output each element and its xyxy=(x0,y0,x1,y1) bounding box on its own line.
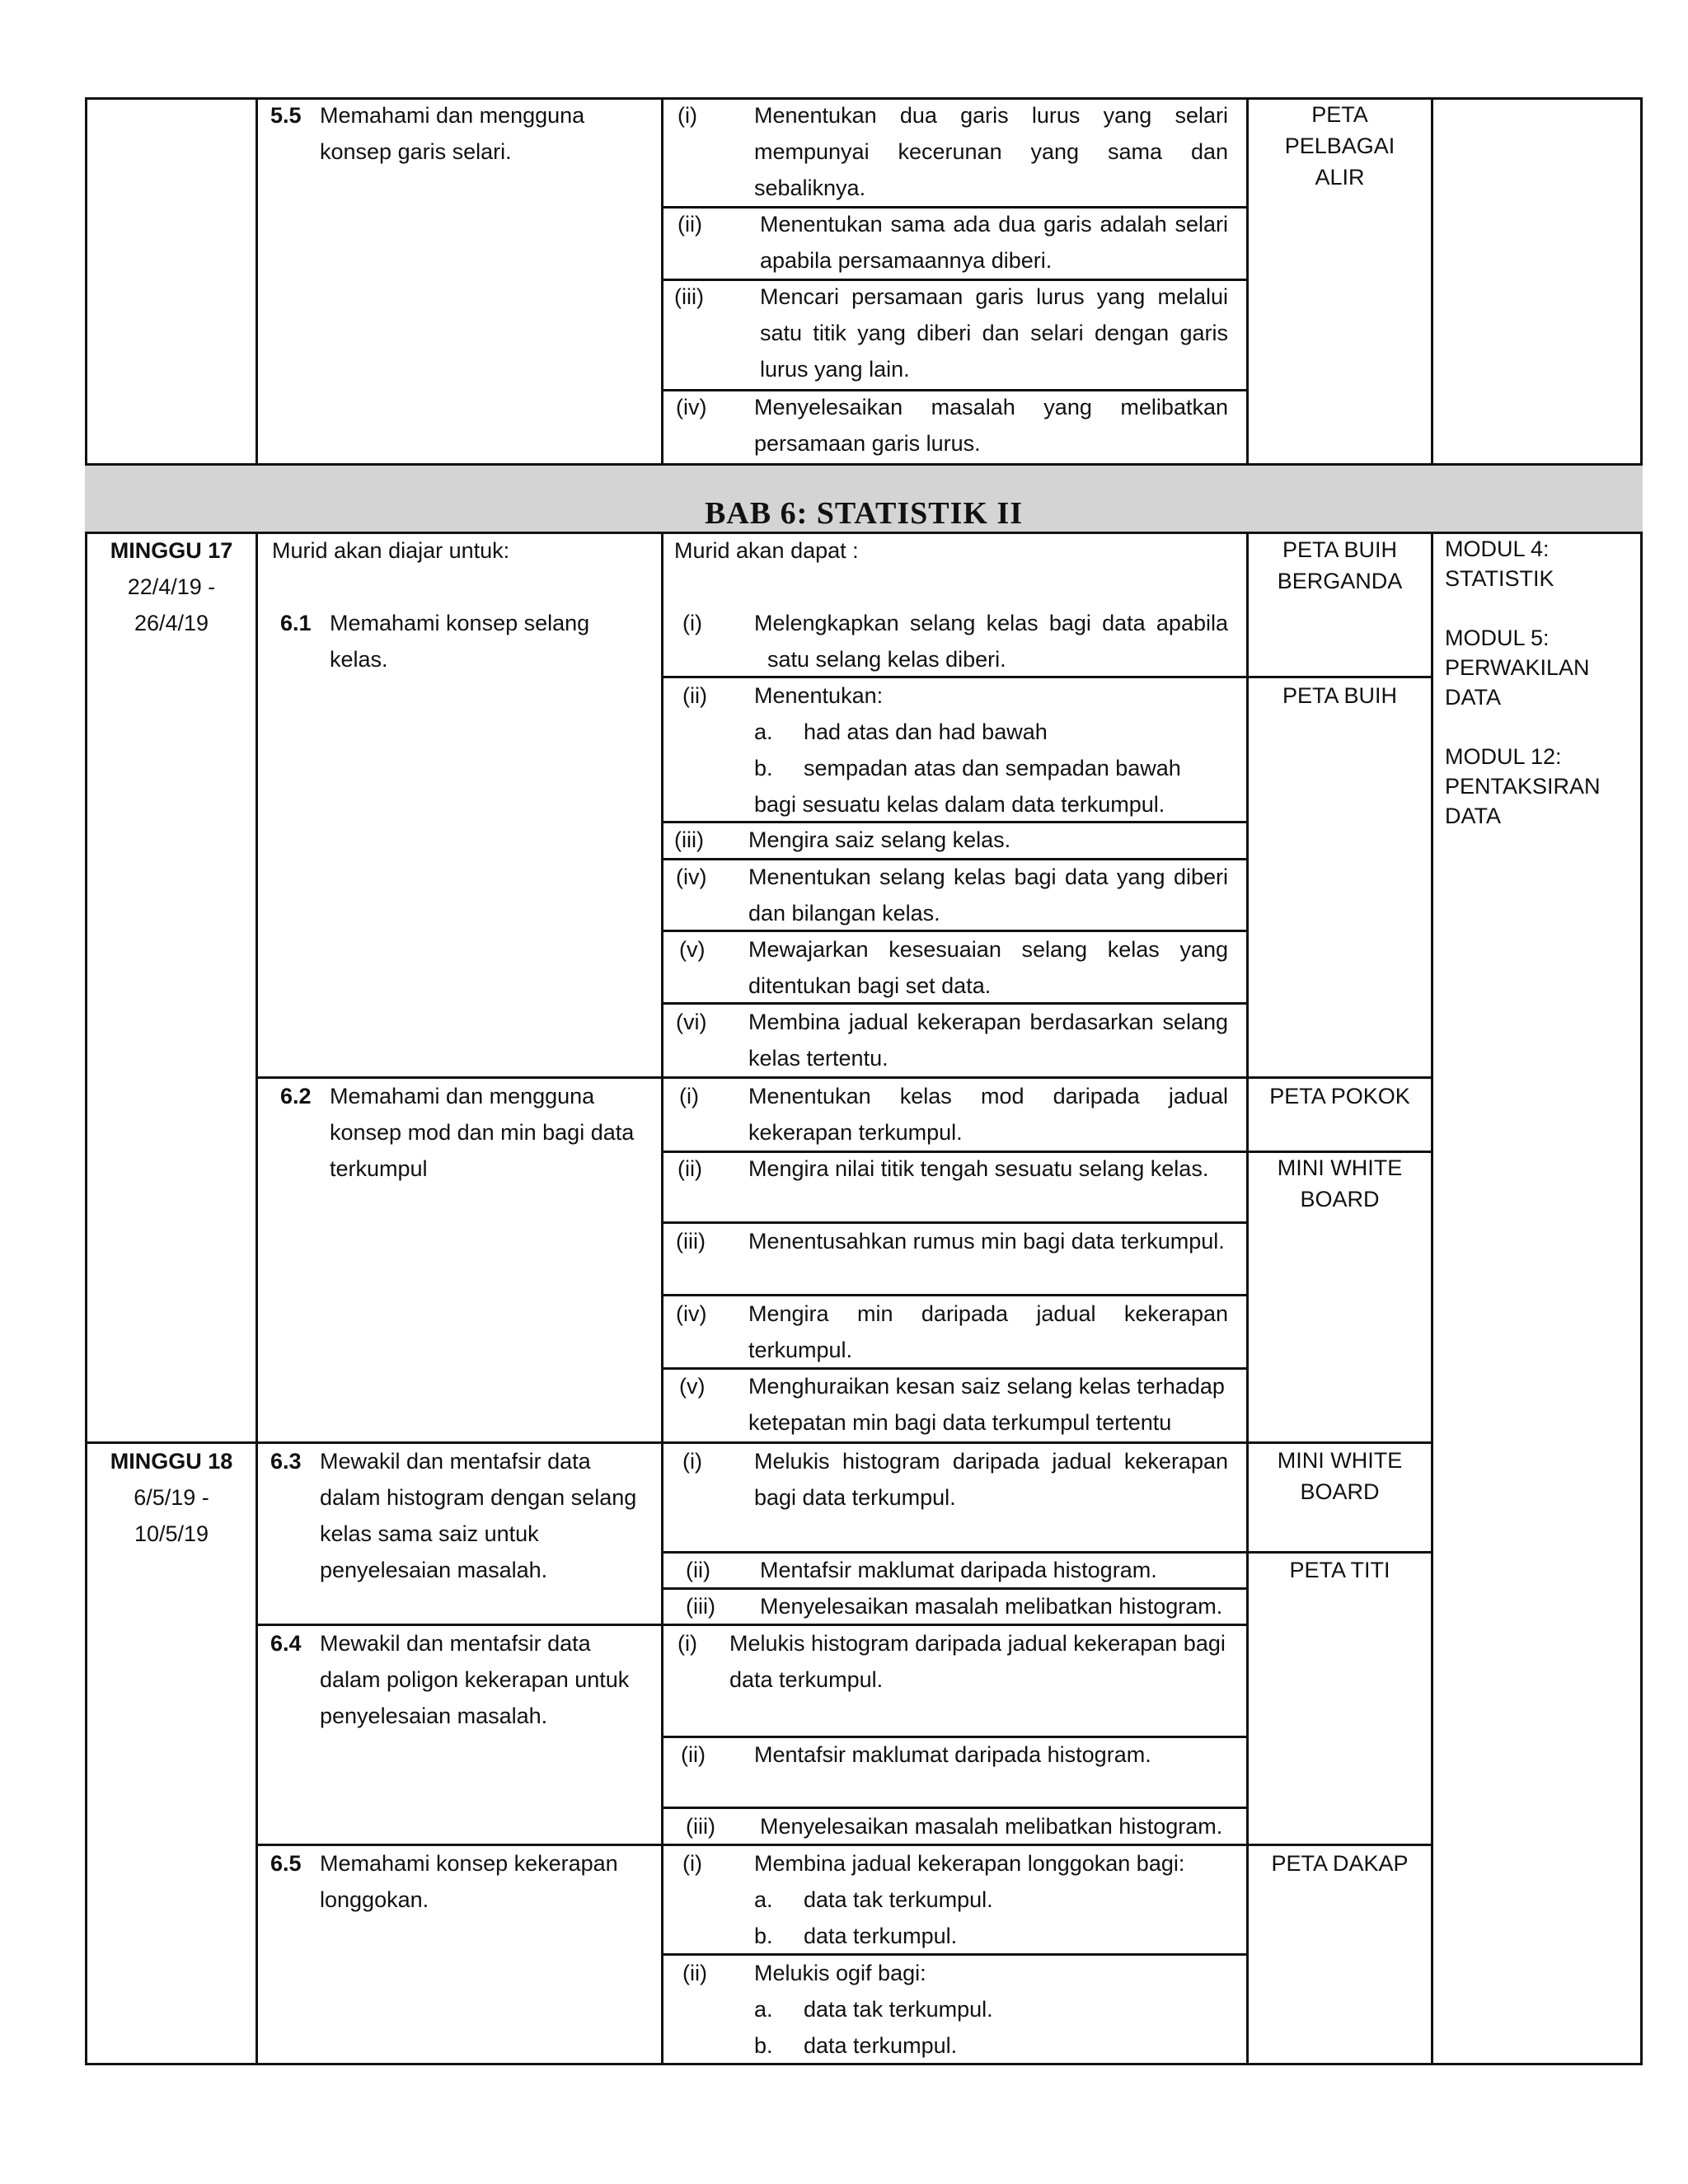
outcome-line: Melukis histogram daripada jadual kekerapan xyxy=(754,1449,1228,1474)
outcome-line: Melukis ogif bagi: xyxy=(754,1961,926,1985)
learning-outcome: Mentafsir maklumat daripada histogram. xyxy=(754,1742,1151,1767)
outcome-line: mempunyai kecerunan yang sama dan xyxy=(754,139,1228,164)
sub-text: data tak terkumpul. xyxy=(804,1887,993,1912)
outcome-line: dan bilangan kelas. xyxy=(748,901,940,926)
learning-outcome: Menyelesaikan masalah melibatkan histogram. xyxy=(760,1814,1223,1839)
module-line: MODUL 5: xyxy=(1445,626,1550,650)
section-title-line: kelas sama saiz untuk xyxy=(320,1521,539,1546)
col-sep-4 xyxy=(1431,98,1433,465)
col-sep-2b xyxy=(661,532,663,2064)
sub-item xyxy=(754,1991,1228,2027)
learning-outcome: Menentusahkan rumus min bagi data terkumpul. xyxy=(748,1229,1225,1254)
outcome-line: Mengira min daripada jadual kekerapan xyxy=(748,1301,1228,1326)
outcome-line: Menghuraikan kesan saiz selang kelas terhadap xyxy=(748,1374,1225,1399)
sub-item xyxy=(754,1918,1228,1954)
learning-outcome xyxy=(754,1443,1228,1516)
chapter-heading: BAB 6: STATISTIK II xyxy=(704,496,1024,531)
outcome-line: Melukis histogram daripada jadual kekerapan bagi xyxy=(729,1631,1226,1656)
module-line: PENTAKSIRAN xyxy=(1445,774,1601,799)
section-title-line: konsep mod dan min bagi data xyxy=(330,1120,635,1145)
outcome-line: Menyelesaikan masalah yang melibatkan xyxy=(754,395,1228,419)
item-number: (ii) xyxy=(682,683,707,708)
item-number: (i) xyxy=(682,611,702,635)
learning-outcome xyxy=(754,97,1228,206)
section-title xyxy=(330,605,589,677)
sub-item xyxy=(754,714,1228,750)
outcome-line: kekerapan terkumpul. xyxy=(748,1120,963,1145)
section-number: 6.4 xyxy=(270,1631,302,1656)
week-date: 22/4/19 - xyxy=(127,574,216,599)
learning-outcome xyxy=(729,1625,1232,1698)
learning-outcome xyxy=(754,1845,1228,1954)
col-sep-2 xyxy=(661,98,663,465)
item-number: (vi) xyxy=(676,1010,707,1034)
outcome-line: Menentukan sama ada dua garis adalah selari xyxy=(760,212,1228,237)
learning-outcome xyxy=(748,1296,1228,1368)
item-number: (iv) xyxy=(676,395,707,419)
sub-text: data tak terkumpul. xyxy=(804,1997,993,2022)
module-spacer xyxy=(1445,593,1601,623)
table-border-right xyxy=(1640,98,1643,2064)
sub-mark: a. xyxy=(754,1887,773,1912)
col-sep-4b xyxy=(1431,532,1433,2064)
learning-outcome: Menyelesaikan masalah melibatkan histogram. xyxy=(760,1594,1223,1619)
section-title-line: terkumpul xyxy=(330,1156,428,1181)
outcome-line: Menentukan kelas mod daripada jadual xyxy=(748,1084,1228,1108)
outcome-line: data terkumpul. xyxy=(729,1667,884,1692)
item-number: (iii) xyxy=(686,1814,715,1839)
item-number: (i) xyxy=(682,1851,702,1876)
section-title-line: Memahami dan mengguna xyxy=(320,103,585,128)
outcome-line: ditentukan bagi set data. xyxy=(748,973,992,998)
outcome-line: ketepatan min bagi data terkumpul tertentu xyxy=(748,1410,1172,1435)
teaching-tool: PETA TITI xyxy=(1289,1558,1390,1582)
item-number: (iii) xyxy=(674,827,704,852)
section-title xyxy=(330,1078,634,1187)
teaching-tool: MINI WHITE BOARD xyxy=(1277,1155,1403,1212)
outcome-line: Membina jadual kekerapan longgokan bagi: xyxy=(754,1851,1185,1876)
section-title-line: Memahami konsep kekerapan xyxy=(320,1851,618,1876)
learning-outcome xyxy=(754,1955,1228,2064)
week-date: 10/5/19 xyxy=(134,1521,209,1546)
learning-outcome xyxy=(748,931,1228,1004)
teaching-tool: PETA BUIH BERGANDA xyxy=(1277,537,1403,593)
outcome-line: Menentukan dua garis lurus yang selari xyxy=(754,103,1228,128)
section-number: 6.1 xyxy=(280,611,312,635)
sub-mark: a. xyxy=(754,1997,773,2022)
section-number: 6.3 xyxy=(270,1449,302,1474)
sub-item xyxy=(754,2027,1228,2064)
sub-text: data terkumpul. xyxy=(804,1924,958,1948)
section-number: 6.2 xyxy=(280,1084,312,1108)
section-title-line: Memahami konsep selang xyxy=(330,611,590,635)
module-line: STATISTIK xyxy=(1445,566,1554,591)
sub-item xyxy=(754,1882,1228,1918)
outcome-line: terkumpul. xyxy=(748,1338,853,1362)
outcome-line: apabila persamaannya diberi. xyxy=(760,248,1053,273)
learning-outcome xyxy=(748,1368,1235,1441)
week-label: MINGGU 17 xyxy=(110,538,233,563)
learning-outcome: Mentafsir maklumat daripada histogram. xyxy=(760,1558,1157,1582)
sub-text: had atas dan had bawah xyxy=(804,719,1048,744)
outcome-line: persamaan garis lurus. xyxy=(754,431,981,456)
band-top-line xyxy=(85,463,1643,466)
teaching-tool: PETA DAKAP xyxy=(1271,1851,1409,1876)
item-number: (ii) xyxy=(678,212,702,237)
learning-outcome xyxy=(760,279,1228,387)
item-number: (iii) xyxy=(686,1594,715,1619)
item-number: (i) xyxy=(678,1631,697,1656)
outcome-line: Membina jadual kekerapan berdasarkan selang xyxy=(748,1010,1228,1034)
learning-outcome xyxy=(748,859,1228,931)
outcome-line: Menentukan selang kelas bagi data yang diberi xyxy=(748,865,1228,889)
item-number: (ii) xyxy=(678,1156,702,1181)
outcome-line: Mewajarkan kesesuaian selang kelas yang xyxy=(748,937,1228,962)
teaching-tool xyxy=(1249,99,1431,193)
sub-mark: a. xyxy=(754,719,773,744)
sub-mark: b. xyxy=(754,756,773,780)
section-title-line: Memahami dan mengguna xyxy=(330,1084,595,1108)
outcome-line: Menentukan: xyxy=(754,683,884,708)
sub-text: data terkumpul. xyxy=(804,2033,958,2058)
sub-mark: b. xyxy=(754,2033,773,2058)
item-number: (i) xyxy=(679,1084,699,1108)
section-title-line: penyelesaian masalah. xyxy=(320,1704,548,1728)
outcome-line: bagi sesuatu kelas dalam data terkumpul. xyxy=(754,792,1165,817)
sub-mark: b. xyxy=(754,1924,773,1948)
col-sep-3b xyxy=(1246,532,1249,2064)
outcome-line: bagi data terkumpul. xyxy=(754,1485,956,1510)
week-date: 6/5/19 - xyxy=(134,1485,209,1510)
outcome-line: Mencari persamaan garis lurus yang melalui xyxy=(760,284,1228,309)
taught-intro: Murid akan diajar untuk: xyxy=(272,538,510,563)
item-number: (i) xyxy=(682,1449,702,1474)
outcome-line: satu selang kelas diberi. xyxy=(767,647,1006,672)
section-title xyxy=(320,1443,636,1588)
table-border-left xyxy=(85,98,87,2064)
sub-text: sempadan atas dan sempadan bawah xyxy=(804,756,1181,780)
section-number: 6.5 xyxy=(270,1851,302,1876)
learning-outcome: Mengira saiz selang kelas. xyxy=(748,827,1011,852)
item-number: (v) xyxy=(679,1374,706,1399)
item-number: (iv) xyxy=(676,1301,707,1326)
teaching-tool: MINI WHITE BOARD xyxy=(1277,1448,1403,1504)
module-spacer xyxy=(1445,712,1601,742)
teaching-tool: PETA BUIH xyxy=(1282,683,1398,708)
week-date: 26/4/19 xyxy=(134,611,209,635)
module-line: DATA xyxy=(1445,804,1502,828)
week-label: MINGGU 18 xyxy=(110,1449,233,1474)
section-number: 5.5 xyxy=(270,103,302,128)
outcome-line: kelas tertentu. xyxy=(748,1046,889,1071)
module-line: DATA xyxy=(1445,685,1502,710)
section-title-line: Mewakil dan mentafsir data xyxy=(320,1631,591,1656)
section-title xyxy=(320,1845,618,1918)
learning-outcome: Mengira nilai titik tengah sesuatu selang kelas. xyxy=(748,1156,1209,1181)
section-title-line: kelas. xyxy=(330,647,388,672)
item-number: (v) xyxy=(679,937,706,962)
col-sep-1 xyxy=(256,98,258,465)
outcome-line: sebaliknya. xyxy=(754,176,866,200)
col-sep-1b xyxy=(256,532,258,2064)
outcome-line: Melengkapkan selang kelas bagi data apabila xyxy=(754,611,1228,635)
item-number: (iv) xyxy=(676,865,707,889)
learning-outcome xyxy=(748,1078,1228,1151)
item-number: (i) xyxy=(678,103,697,128)
learning-outcome xyxy=(754,605,1228,677)
tool-line: ALIR xyxy=(1315,165,1365,190)
learning-outcome xyxy=(760,206,1228,279)
learning-outcome xyxy=(754,389,1228,462)
outcome-line: satu titik yang diberi dan selari dengan garis xyxy=(760,321,1228,345)
module-line: MODUL 12: xyxy=(1445,744,1562,769)
section-title-line: konsep garis selari. xyxy=(320,139,512,164)
outcome-intro: Murid akan dapat : xyxy=(674,538,859,563)
section-title-line: Mewakil dan mentafsir data xyxy=(320,1449,591,1474)
module-line: MODUL 4: xyxy=(1445,537,1550,561)
item-number: (ii) xyxy=(681,1742,706,1767)
sub-item xyxy=(754,750,1228,786)
item-number: (iii) xyxy=(674,284,704,309)
section-title xyxy=(320,1625,629,1734)
learning-outcome xyxy=(748,1004,1228,1076)
item-number: (iii) xyxy=(676,1229,706,1254)
tool-line: PETA xyxy=(1311,102,1368,127)
section-title-line: dalam histogram dengan selang xyxy=(320,1485,637,1510)
item-number: (ii) xyxy=(686,1558,710,1582)
section-title-line: longgokan. xyxy=(320,1887,429,1912)
section-title-line: penyelesaian masalah. xyxy=(320,1558,548,1582)
teaching-tool: PETA POKOK xyxy=(1269,1084,1410,1108)
section-title-line: dalam poligon kekerapan untuk xyxy=(320,1667,630,1692)
learning-outcome xyxy=(754,677,1228,823)
item-number: (ii) xyxy=(682,1961,707,1985)
section-title xyxy=(320,97,584,170)
module-list xyxy=(1445,534,1601,831)
tool-line: PELBAGAI xyxy=(1284,134,1395,158)
outcome-line: lurus yang lain. xyxy=(760,357,910,382)
module-line: PERWAKILAN xyxy=(1445,655,1590,680)
